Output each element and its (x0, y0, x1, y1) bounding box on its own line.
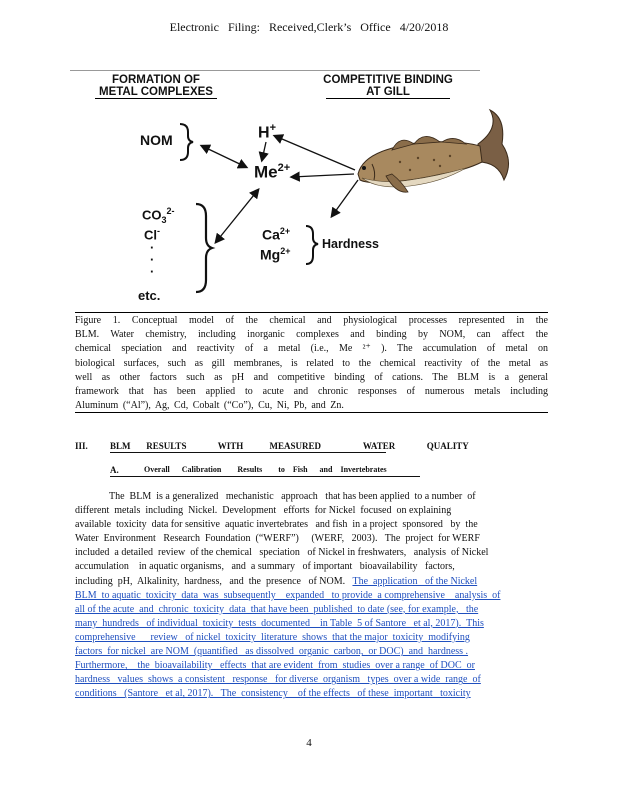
subsection-title-rule (110, 476, 420, 477)
figure-graphics (70, 66, 550, 306)
figure (70, 66, 550, 306)
left-title-line1: FORMATION OF (112, 74, 200, 86)
section-title: BLM RESULTS WITH MEASURED WATER QUALITY (110, 441, 469, 451)
right-title-line1: COMPETITIVE BINDING (323, 74, 453, 86)
blue-revision-line: factors for nickel are NOM (quantified as dissolved organic carbon, or DOC) and hardness . (75, 646, 469, 658)
caption-line: framework that has been applied to acute and chronic responses of numerous metals including (75, 386, 548, 398)
gill-me-arrow (292, 174, 354, 177)
h-label (258, 122, 276, 142)
page-number: 4 (306, 737, 312, 749)
blue-revision-line: hardness values shows a consistent response for diverse organism types over a wide range of (75, 674, 481, 686)
subsection-title: Overall Calibration Results to Fish and Invertebrates (144, 465, 387, 474)
nom-brace (180, 124, 193, 160)
ca-text: Ca (262, 226, 280, 243)
hardness-text: Hardness (322, 237, 379, 251)
h-charge: + (269, 122, 276, 134)
ellipsis-dots: · · · (150, 240, 155, 279)
filing-header: Electronic Filing: Received,Clerk’s Office 4/20/2018 (169, 20, 449, 34)
co3-label (142, 206, 175, 225)
anion-me-arrow (216, 190, 258, 242)
nom-me-arrow (202, 146, 246, 167)
etc-label (138, 288, 160, 303)
body-line: accumulation in aquatic organisms, and a summary of important bioavailability factors, (75, 561, 455, 573)
body-line: included a detailed review of the chemical speciation of Nickel in freshwaters, analysis of Nickel (75, 547, 489, 559)
left-title-line2: METAL COMPLEXES (95, 86, 217, 99)
caption-line: Aluminum (“Al”), Ag, Cd, Cobalt (“Co”), Cu, Ni, Pb, and Zn. (75, 400, 344, 412)
blue-revision-text: The application of the Nickel (352, 575, 478, 587)
ca-label (262, 226, 290, 243)
etc-text: etc. (138, 288, 161, 303)
blue-revision-line: many hundreds of individual toxicity tests documented in Table 5 of Santore et al, 2017). This (75, 617, 484, 629)
caption-top-rule (75, 312, 548, 313)
co3-charge: 2- (166, 206, 175, 216)
right-title-line2: AT GILL (326, 86, 450, 99)
me-label (254, 162, 290, 183)
body-line: The BLM is a generalized mechanistic approach that has been applied to a number of (109, 491, 476, 502)
body-line: available toxicity data for sensitive aquatic invertebrates and fish in a project sponsored by the (75, 519, 478, 531)
nom-text: NOM (140, 132, 173, 148)
anion-brace (196, 204, 212, 292)
me-charge: 2+ (277, 162, 291, 174)
body-line: including pH, Alkalinity, hardness, and the presence of NOM. (75, 575, 346, 587)
body-line: Water Environment Research Foundation (“WERF”) (WERF, 2003). The project for WERF (75, 533, 480, 545)
body-paragraph (75, 490, 545, 701)
hardness-label (322, 237, 379, 251)
caption-bottom-rule (75, 412, 548, 413)
figure-caption (75, 314, 548, 413)
nom-label (140, 132, 173, 148)
me-text: Me (254, 162, 278, 182)
caption-line: biological surfaces, such as gill membranes, is related to the chemical reactivity of the metal as (75, 357, 548, 369)
blue-revision-line: comprehensive review of nickel toxicity literature shows that the major toxicity modifying (75, 631, 470, 643)
hardness-brace (306, 226, 318, 264)
blue-revision-line: BLM to aquatic toxicity data was subsequently expanded to provide a comprehensive analysis of (75, 589, 501, 601)
caption-line: well as other factors such as pH and competitive binding of cations. The BLM is a general (75, 371, 548, 383)
gill-hardness-arrow (332, 180, 358, 216)
cl-charge: - (157, 226, 160, 236)
mg-label (260, 246, 290, 263)
blue-revision-line: Furthermore, the bioavailability effects that are evident from studies over a range of DOC or (75, 660, 475, 672)
co3-subscript: 3 (161, 214, 167, 225)
section-number: III. (75, 441, 88, 451)
blue-revision-line: all of the acute and chronic toxicity data that have been published to date (see, for example, the (75, 603, 479, 615)
caption-line: BLM. Water chemistry, including inorganic complexes and binding by NOM, can affect the (75, 329, 548, 341)
section-title-rule (110, 452, 386, 453)
mg-text: Mg (260, 246, 281, 263)
subsection-letter: A. (110, 465, 119, 475)
cl-text: Cl (144, 227, 157, 243)
caption-line: chemical speciation and reactivity of a metal (i.e., Me ²⁺ ). The accumulation of metal on (75, 343, 548, 355)
body-line-mixed (75, 575, 545, 589)
caption-line: Figure 1. Conceptual model of the chemical and physiological processes represented in the (75, 315, 548, 326)
blue-revision-line: conditions (Santore et al, 2017). The consistency of the effects of these important toxicity (75, 688, 471, 700)
body-line: different metals including Nickel. Development efforts for Nickel focused on explaining (75, 505, 452, 517)
h-text: H (258, 124, 270, 142)
co3-text: CO (142, 207, 162, 223)
ca-charge: 2+ (279, 226, 291, 236)
h-me-arrow (262, 142, 266, 160)
fish-illustration (358, 110, 509, 192)
mg-charge: 2+ (280, 246, 291, 256)
